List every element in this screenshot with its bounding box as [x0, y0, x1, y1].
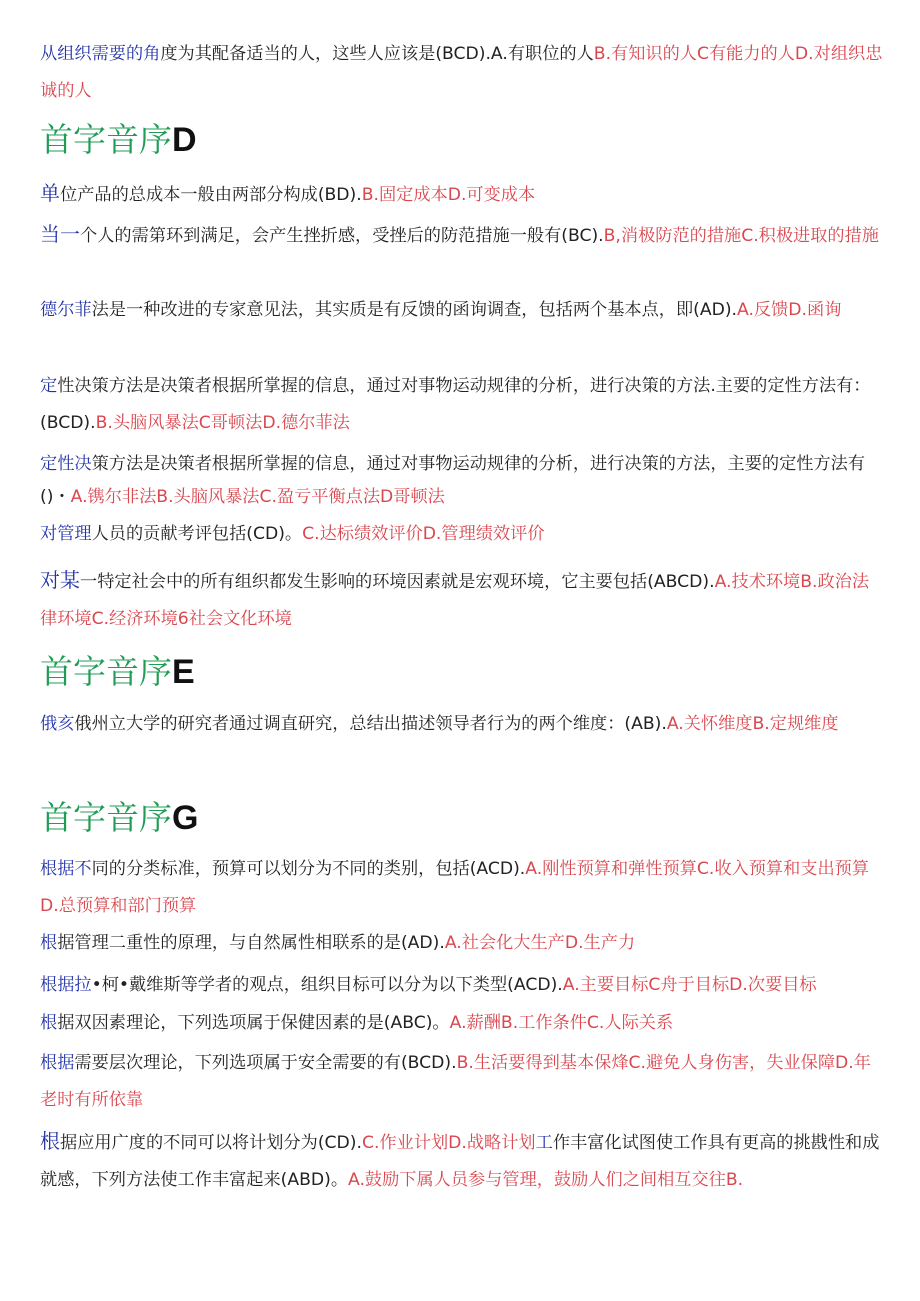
question-paragraph: [40, 967, 885, 1004]
question-paragraph: [40, 1045, 885, 1119]
question-text: 据双因素理论，下列选项属于保健因素的是(ABC)。: [57, 1013, 450, 1033]
answer-text: B.固定成本D.可变成本: [361, 185, 536, 205]
answer-text: B.头脑风暴法C哥顿法D.德尔菲法: [95, 413, 350, 433]
question-text: 作丰富化试图使工作具有更高的挑戡性和成就感，下列方法使工作丰富起来(ABD)。: [40, 1133, 880, 1190]
answer-text: A.刚性预算和弹性预算C.收入预算和支出预算D.总预算和部门预算: [40, 859, 870, 916]
question-text: 位产品的总成本一般由两部分构成(BD).: [60, 185, 362, 205]
question-paragraph: [40, 925, 885, 962]
question-paragraph: [40, 562, 885, 638]
heading-letter: E: [172, 653, 195, 691]
question-lead: 根据拉: [40, 975, 92, 995]
question-text: 策方法是决策者根据所掌握的信息，通过对事物运动规律的分析，进行决策的方法，主要的定性方法有()・: [40, 454, 866, 507]
answer-text: A.薪酬B.工作条件C.人际关系: [449, 1013, 674, 1033]
question-paragraph: [40, 516, 885, 553]
question-text: •柯•戴维斯等学者的观点，组织目标可以分为以下类型(ACD).: [91, 975, 563, 995]
question-text: 法是一种改进的专家意见法，其实质是有反馈的函询调查，包括两个基本点，即(AD).: [91, 300, 738, 320]
question-text: 需要层次理论，下列选项属于安全需要的有(BCD).: [74, 1053, 457, 1073]
heading-prefix: 首字音序: [40, 652, 172, 691]
question-paragraph: [40, 175, 885, 214]
question-text: 一特定社会中的所有组织都发生影响的环境因素就是宏观环境，它主要包括(ABCD).: [80, 572, 715, 592]
question-lead: 从组织需要的角: [40, 44, 161, 64]
answer-text: A.镌尔非法B.头脑风暴法C.盈亏平衡点法D哥顿法: [70, 487, 445, 507]
answer-text: B,消极防范的措施C.积极进取的措施: [603, 226, 879, 246]
answer-text: A.鼓励下属人员参与管理，鼓励人们之间相互交往B.: [348, 1170, 744, 1190]
heading-prefix: 首字音序: [40, 120, 172, 159]
question-paragraph: [40, 1123, 885, 1199]
question-text: 据应用广度的不同可以将计划分为(CD).: [60, 1133, 362, 1153]
question-text: 人员的贡献考评包括(CD)。: [91, 524, 303, 544]
answer-text: A.关怀维度B.定规维度: [666, 714, 839, 734]
question-text: 同的分类标准，预算可以划分为不同的类别，包括(ACD).: [91, 859, 526, 879]
question-paragraph: [40, 216, 885, 255]
question-lead: 德尔菲: [40, 300, 92, 320]
section-heading-g: [40, 796, 198, 840]
question-lead: 对管理: [40, 524, 92, 544]
question-paragraph: [40, 36, 885, 110]
answer-text: A.技术环境B.政治法律环境C.经济环境6社会文化环境: [40, 572, 870, 629]
question-paragraph: [40, 1005, 885, 1042]
heading-letter: D: [172, 121, 197, 159]
heading-letter: G: [172, 799, 199, 837]
question-text: 据管理二重性的原理，与自然属性相联系的是(AD).: [57, 933, 445, 953]
question-lead: 定: [40, 376, 58, 396]
answer-text: B.生活要得到基本保烽C.避免人身伤害，失业保障D.年老时有所依靠: [40, 1053, 871, 1110]
answer-text: C.达标绩效评价D.管理绩效评价: [302, 524, 545, 544]
answer-text: A.社会化大生产D.生产力: [444, 933, 636, 953]
question-lead: 根: [40, 1129, 60, 1153]
question-paragraph: [40, 706, 885, 743]
question-paragraph: [40, 851, 885, 925]
question-paragraph: [40, 368, 885, 442]
answer-text: B.有知识的人C有能力的人D.对组织忠诚的人: [40, 44, 883, 101]
question-lead: 定性决: [40, 454, 92, 474]
question-lead: 俄亥: [40, 714, 75, 734]
question-lead: 根: [40, 1013, 58, 1033]
answer-text: A.主要目标C舟于目标D.次要目标: [562, 975, 817, 995]
question-lead: 单: [40, 181, 60, 205]
question-lead: 当一: [40, 222, 80, 246]
question-lead: 根据: [40, 1053, 75, 1073]
question-text: 俄州立大学的研究者通过调直研究，总结出描述领导者行为的两个维度：(AB).: [74, 714, 667, 734]
question-text: 个人的需第环到满足，会产生挫折感，受挫后的防范措施一般有(BC).: [80, 226, 604, 246]
section-heading-d: [40, 118, 197, 162]
question-text: 度为其配备适当的人，这些人应该是(BCD).A.有职位的人: [160, 44, 594, 64]
question-lead: 工: [535, 1133, 553, 1153]
answer-text: A.反馈D.函询: [737, 300, 842, 320]
heading-prefix: 首字音序: [40, 798, 172, 837]
question-lead: 对某: [40, 568, 80, 592]
question-lead: 根: [40, 933, 58, 953]
section-heading-e: [40, 650, 195, 694]
answer-text: C.作业计划D.战略计划: [361, 1133, 536, 1153]
question-lead: 根据不: [40, 859, 92, 879]
question-paragraph: [40, 292, 885, 329]
question-paragraph: [40, 448, 885, 514]
question-text: 性决策方法是决策者根据所掌握的信息，通过对事物运动规律的分析，进行决策的方法.主要的定性方法有：(BCD).: [40, 376, 871, 433]
